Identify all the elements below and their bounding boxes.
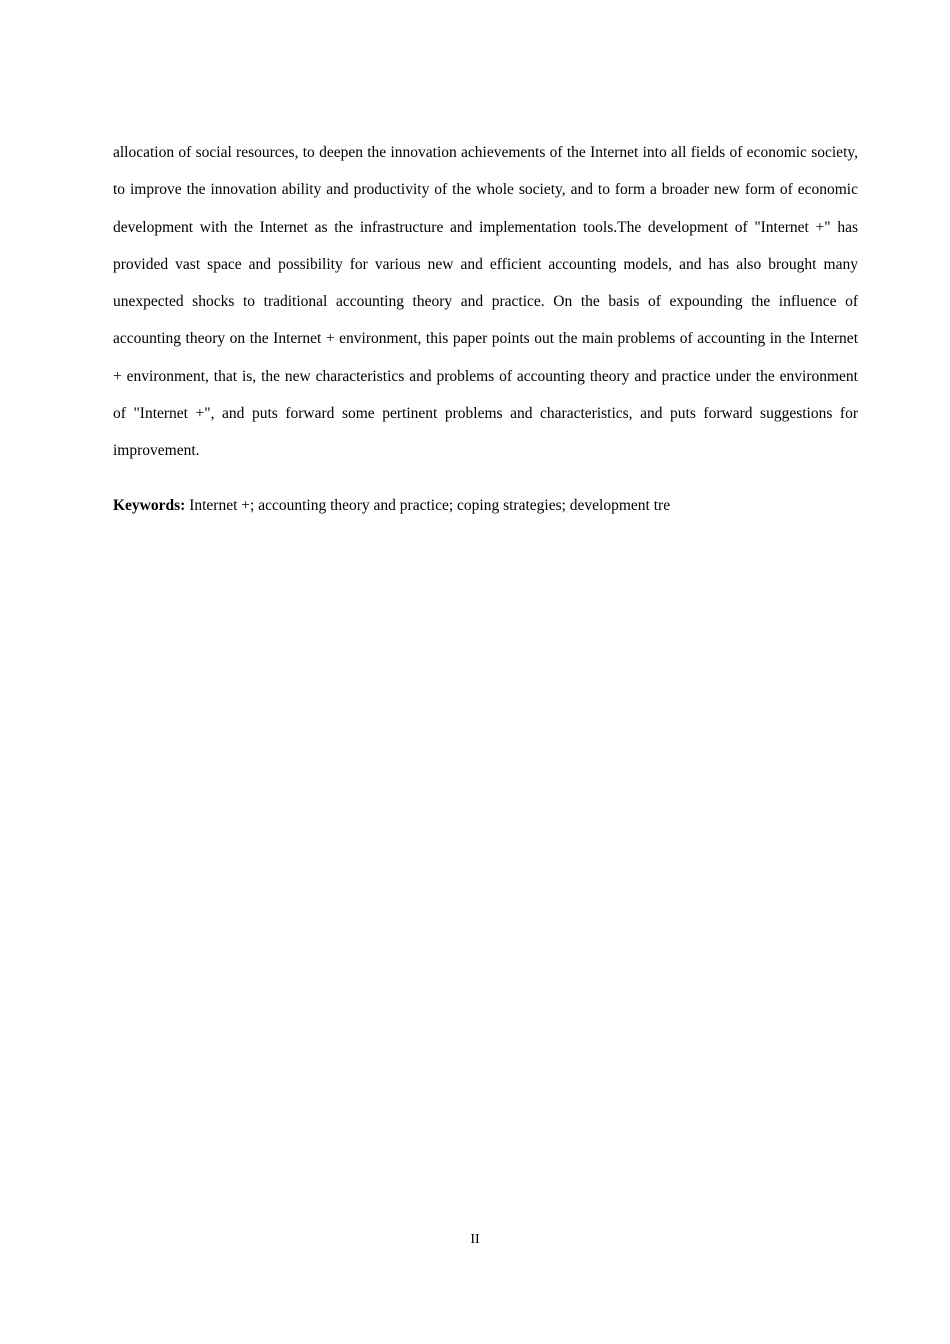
abstract-paragraph: allocation of social resources, to deepen the innovation achievements of the Internet into all fields of economic society, to improve the innovation ability and productivity of the whole society, and to form a broader new form of economic development with the Internet as the infrastructure and implementation tools.The development of "Internet +" has provided vast space and possibility for various new and efficient accounting models, and has also brought many unexpected shocks to traditional accounting theory and practice. On the basis of expounding the influence of accounting theory on the Internet + environment, this paper points out the main problems of accounting in the Internet + environment, that is, the new characteristics and problems of accounting theory and practice under the environment of "Internet +", and puts forward some pertinent problems and characteristics, and puts forward suggestions for improvement. — [113, 144, 858, 460]
keywords-line — [113, 492, 858, 520]
keywords-label: Keywords: — [113, 497, 186, 514]
keywords-text: Internet +; accounting theory and practice; coping strategies; development tre — [189, 497, 671, 514]
page-number: II — [470, 1232, 480, 1247]
